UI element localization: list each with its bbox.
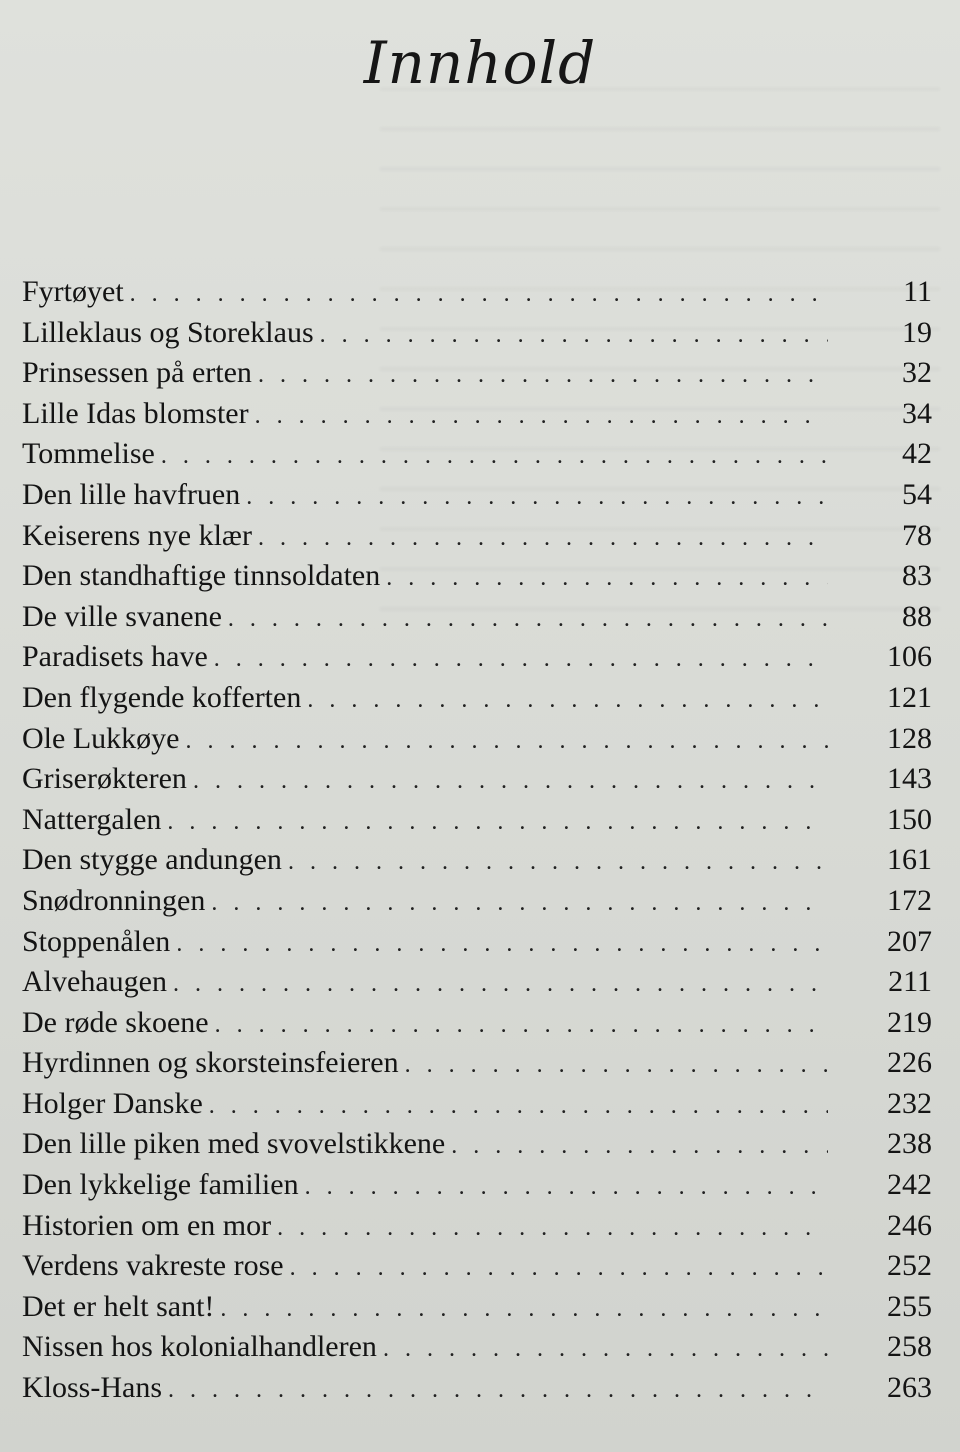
dot-leader [255,396,828,436]
dot-leader [176,924,828,964]
dot-leader [288,842,828,882]
toc-entry-page-number: 232 [887,1086,932,1120]
dot-leader [451,1126,828,1166]
toc-entry [22,556,932,597]
dot-leader [185,721,828,761]
toc-entry-title: Nattergalen [22,802,162,836]
toc-entry-title: Den stygge andungen [22,843,282,877]
toc-entry-title: Hyrdinnen og skorsteinsfeieren [22,1046,399,1080]
dot-leader [220,1289,828,1329]
dot-leader [173,964,828,1004]
toc-entry [22,1246,932,1287]
dot-leader [405,1045,828,1085]
toc-entry-page-number: 42 [902,437,932,471]
table-of-contents [22,272,932,1409]
toc-entry-page-number: 32 [902,356,932,390]
toc-entry-page-number: 128 [887,721,932,755]
toc-entry [22,922,932,963]
toc-entry-title: Lille Idas blomster [22,396,249,430]
toc-entry [22,516,932,557]
toc-entry-page-number: 161 [887,843,932,877]
dot-leader [209,1086,828,1126]
toc-entry [22,1043,932,1084]
toc-entry-page-number: 83 [902,559,932,593]
toc-entry-page-number: 54 [902,477,932,511]
toc-entry [22,759,932,800]
toc-entry-title: Paradisets have [22,640,208,674]
toc-entry-title: Lilleklaus og Storeklaus [22,315,314,349]
toc-entry [22,597,932,638]
dot-leader [211,883,828,923]
dot-leader [130,274,828,314]
toc-entry-title: Alvehaugen [22,965,167,999]
toc-entry-title: Fyrtøyet [22,275,124,308]
toc-entry [22,1084,932,1125]
toc-entry [22,434,932,475]
toc-entry [22,1368,932,1409]
toc-entry-title: Den lille havfruen [22,477,241,511]
toc-entry-page-number: 143 [887,762,932,796]
dot-leader [214,639,828,679]
toc-entry-title: Den lille piken med svovelstikkene [22,1127,446,1161]
toc-entry [22,840,932,881]
toc-entry [22,1165,932,1206]
toc-entry [22,313,932,354]
toc-entry-title: Snødronningen [22,883,206,917]
toc-entry-page-number: 258 [887,1330,932,1364]
toc-entry [22,678,932,719]
toc-entry-page-number: 242 [887,1168,932,1202]
toc-entry-page-number: 106 [887,640,932,674]
toc-entry-page-number: 263 [887,1371,932,1405]
dot-leader [167,802,828,842]
toc-entry [22,1003,932,1044]
dot-leader [386,558,828,598]
toc-entry-title: Kloss-Hans [22,1371,162,1405]
toc-entry-page-number: 226 [887,1046,932,1080]
dot-leader [246,477,828,517]
toc-entry-title: Den standhaftige tinnsoldaten [22,559,381,593]
toc-entry-page-number: 121 [887,680,932,714]
toc-entry-page-number: 34 [902,396,932,430]
toc-entry-title: Det er helt sant! [22,1289,215,1323]
toc-entry-title: De ville svanene [22,599,222,633]
toc-entry-page-number: 238 [887,1127,932,1161]
toc-entry [22,475,932,516]
toc-entry-page-number: 19 [902,315,932,349]
toc-entry [22,1124,932,1165]
toc-entry-page-number: 150 [887,802,932,836]
toc-entry [22,881,932,922]
toc-entry-title: Verdens vakreste rose [22,1249,284,1283]
toc-entry-title: De røde skoene [22,1005,209,1039]
dot-leader [228,599,828,639]
toc-entry-title: Historien om en mor [22,1208,272,1242]
toc-entry [22,719,932,760]
dot-leader [305,1167,828,1207]
toc-entry-title: Prinsessen på erten [22,356,252,390]
dot-leader [277,1208,828,1248]
dot-leader [168,1370,828,1410]
toc-entry-title: Griserøkteren [22,762,187,796]
dot-leader [320,315,828,355]
toc-entry-title: Nissen hos kolonialhandleren [22,1330,377,1364]
toc-entry-title: Den flygende kofferten [22,680,302,714]
toc-entry-page-number: 255 [887,1289,932,1323]
toc-entry [22,800,932,841]
toc-entry-title: Keiserens nye klær [22,518,252,552]
dot-leader [383,1329,828,1369]
toc-entry [22,272,932,313]
dot-leader [161,436,828,476]
toc-entry [22,1287,932,1328]
toc-entry-page-number: 246 [887,1208,932,1242]
dot-leader [193,761,828,801]
toc-entry [22,1206,932,1247]
toc-entry-page-number: 88 [902,599,932,633]
toc-entry [22,353,932,394]
toc-entry-page-number: 207 [887,924,932,958]
toc-entry-title: Den lykkelige familien [22,1168,299,1202]
toc-entry [22,1327,932,1368]
toc-entry [22,637,932,678]
toc-entry-title: Ole Lukkøye [22,721,180,755]
dot-leader [290,1248,828,1288]
toc-entry-title: Holger Danske [22,1086,203,1120]
toc-entry-page-number: 78 [902,518,932,552]
toc-entry [22,394,932,435]
dot-leader [215,1005,828,1045]
toc-entry-title: Stoppenålen [22,924,171,958]
toc-entry-page-number: 219 [887,1005,932,1039]
page-title: Innhold [363,29,597,97]
toc-entry-page-number: 11 [903,275,932,308]
toc-entry [22,962,932,1003]
toc-entry-title: Tommelise [22,437,155,471]
toc-entry-page-number: 211 [888,965,932,999]
toc-entry-page-number: 172 [887,883,932,917]
dot-leader [307,680,828,720]
toc-entry-page-number: 252 [887,1249,932,1283]
dot-leader [258,518,828,558]
dot-leader [258,355,828,395]
